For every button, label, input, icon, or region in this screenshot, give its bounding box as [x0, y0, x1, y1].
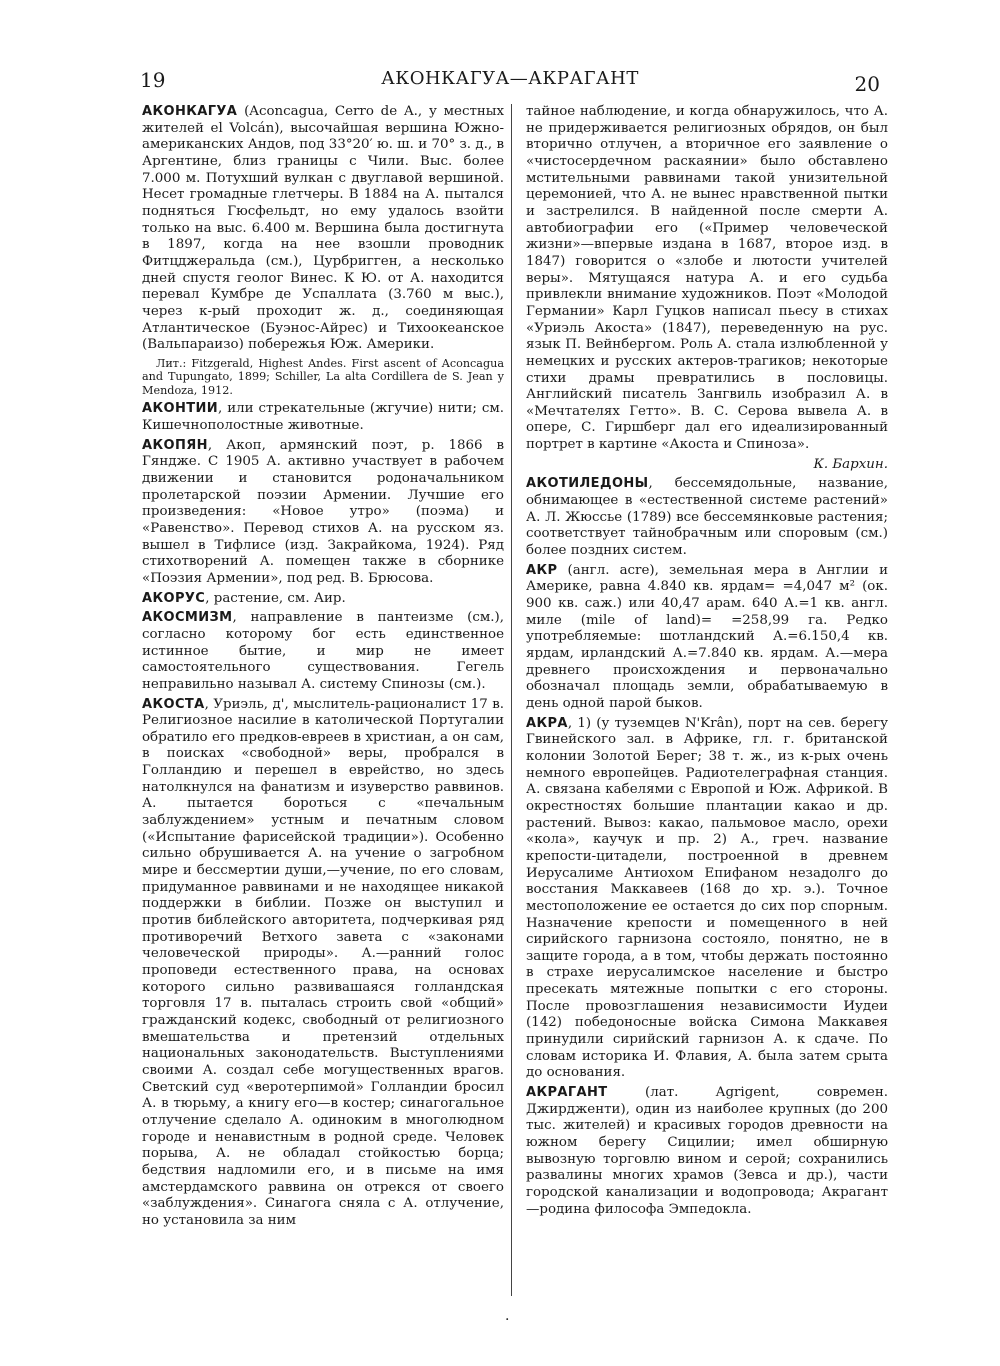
headword: АКР [526, 562, 558, 578]
entry-text: , 1) (у туземцев N'Krân), порт на сев. берегу Гвинейского зал. в Африке, гл. г. британской колонии Золотой Берег; 38 т. ж., из к-рых очень немного европейцев. Радиотелеграфная станция. А. связана кабелями с Европой и Юж. Африкой. В окрестностях большие плантации какао и др. растений. Вывоз: какао, пальмовое масло, орехи «кола», каучук и пр. 2) А., греч. название крепости-цитадели, построенной в древнем Иерусалиме Антиохом Епифаном незадолго до восстания Маккавеев (168 до хр. э.). Точное местоположение ее остается до сих пор спорным. Назначение крепости и помещенного в ней сирийского гарнизона состояло, понятно, не в защите города, а в том, чтобы держать постоянно в страхе иерусалимское население и быстро пресекать мятежные попытки с его стороны. После провозглашения независимости Иудеи (142) победоносные войска Симона Маккавея принудили сирийский гарнизон А. к сдаче. По словам историка И. Флавия, А. была затем срыта до основания. [526, 715, 888, 1081]
headword: АКОНТИИ [142, 401, 219, 417]
entry-akotiledony [526, 476, 888, 559]
entry-text: (лат. Agrigent, современ. Джирдженти), один из наиболее крупных (до 200 тыс. жителей) и красивых городов древности на южном берегу Сицилии; имел обширную вывозную торговлю вином и серой; сохранились развалины многих храмов (Зевса и др.), части городской канализации и водопровода; Акрагант—родина философа Эмпедокла. [526, 1085, 888, 1217]
page-header [140, 68, 880, 98]
headword: АКОТИЛЕДОНЫ [526, 476, 649, 492]
headword: АКРАГАНТ [526, 1085, 608, 1101]
headword: АКОНКАГУА [142, 104, 238, 119]
entry-akopyan [142, 438, 504, 588]
page-number-left: 19 [140, 68, 166, 92]
headword: АКОСМИЗМ [142, 610, 233, 626]
entry-akra [526, 716, 888, 1082]
entry-text: тайное наблюдение, и когда обнаружилось, что А. не придерживается религиозных обрядов, он был вторично отлучен, а вторичное его заявление о «чистосердечном раскаянии» было обставлено мстительными раввинами такой унизительной церемонией, что А. не вынес нравственной пытки и застрелился. В найденной после смерти А. автобиографии его («Пример человеческой жизни»—впервые издана в 1687, второе изд. в 1847) говорится о «злобе и лютости учителей веры». Мятущаяся натура А. и его судьба привлекли внимание художников. Поэт «Молодой Германии» Карл Гуцков написал пьесу в стихах «Уриэль Акоста» (1847), переведенную на рус. язык П. Вейнбергом. Роль А. стала излюбленной у немецких и русских актеров-трагиков; некоторые стихи драмы превратились в пословицы. Английский писатель Зангвиль изобразил А. в «Мечтателях Гетто». В. С. Серова вывела А. в опере, С. Гиршберг дал его идеализированный портрет в картине «Акоста и Спиноза». [526, 104, 888, 453]
entry-akosmizm [142, 610, 504, 693]
entry-akontii [142, 401, 504, 434]
entry-text: (Aconcagua, Cerro de A., у местных жителей el Volcán), высочайшая вершина Южно-американских Андов, под 33°20′ ю. ш. и 70° з. д., в Аргентине, близ границы с Чили. Выс. более 7.000 м. Потухший вулкан с двуглавой вершиной. Несет громадные глетчеры. В 1884 на А. пытался подняться Гюсфельдт, но ему удалось взойти только на выс. 6.400 м. Вершина была достигнута в 1897, когда на нее взошли проводник Фитцджеральда (см.), Цурбригген, а несколько дней спустя геолог Винес. К Ю. от А. находится перевал Кумбре де Успаллата (3.760 м выс.), через к-рый проходит ж. д., соединяющая Атлантическое (Буэнос-Айрес) и Тихоокеанское (Вальпараизо) побережья Юж. Америки. [142, 104, 504, 353]
literature-note: Лит.: Fitzgerald, Highest Andes. First ascent of Aconcagua and Tupungato, 1899; Schiller, La alta Cordillera de S. Jean y Mendoza, 1912. [142, 356, 504, 397]
entry-akosta-continued [526, 104, 888, 454]
column-divider [511, 104, 512, 1296]
article-author: К. Бaрхин. [813, 456, 888, 472]
entry-text: , Акоп, армянский поэт, р. 1866 в Гяндже. С 1905 А. активно участвует в рабочем движении и становится родоначальником пролетарской поэзии Армении. Лучшие его произведения: «Новое утро» (поэма) и «Равенство». Перевод стихов А. на русском яз. вышел в Тифлисе (изд. Закрайкома, 1924). Ряд стихотворений А. помещен также в сборнике «Поэзия Армении», под ред. В. Брюсова. [142, 437, 504, 586]
entry-text: , Уриэль, д', мыслитель-рационалист 17 в. Религиозное насилие в католической Португалии обратило его предков-евреев в христиан, а он сам, в поисках «свободной» веры, пробрался в Голландию и перешел в еврейство, но здесь натолкнулся на фанатизм и изуверство раввинов. А. пытается бороться с «печальным заблуждением» устным и печатным словом («Испытание фарисейской традиции»). Особенно сильно обрушивается А. на учение о загробном мире и бессмертии души,—учение, по его словам, придуманное раввинами и не находящее никакой поддержки в библии. Позже он выступил и против библейского авторитета, подчеркивая ряд противоречий Ветхого завета с «законами человеческой природы». А.—ранний голос проповеди естественного права, на основах которого сильно развивашаяся голландская торговля 17 в. пыталась строить свой «общий» гражданский кодекс, свободный от религиозного вмешательства и претензий отдельных национальных законодательств. Выступлениями своими А. создал себе могущественных врагов. Светский суд «веротерпимой» Голландии бросил А. в тюрьму, а книгу его—в костер; синагогальное отлучение сделало А. одиноким в многолюдном городе и ненавистным в родной среде. Человек порыва, А. не обладал стойкостью борца; бедствия надломили его, и в письме на имя амстердамского раввина он отрекся от своего «заблуждения». Синагога сняла с А. отлучение, но установила за ним [142, 696, 504, 1228]
entry-akr [526, 563, 888, 713]
right-column [526, 104, 888, 1221]
headword: АКОПЯН [142, 437, 208, 453]
page-number-right: 20 [854, 72, 880, 96]
footer-mark: · [505, 1312, 510, 1328]
running-title: АКОНКАГУА—АКРАГАНТ [381, 68, 639, 89]
entry-text: , растение, см. Аир. [205, 590, 346, 606]
left-column [142, 104, 504, 1233]
headword: АКОСТА [142, 696, 205, 712]
entry-text: (англ. acre), земельная мера в Англии и Америке, равна 4.840 кв. ярдам= =4,047 м² (ок. 900 кв. саж.) или 40,47 арам. 640 А.=1 кв. англ. миле (mile of land)= =258,99 га. Редко употребляемые: шотландский А.=6.150,4 кв. ярдам, ирландский А.=7.840 кв. ярдам. А.—мера древнего происхождения и первоначально обозначал площадь земли, обрабатываемую в день одной парой быков. [526, 562, 888, 711]
entry-akosta [142, 697, 504, 1230]
headword: АКРА [526, 715, 568, 731]
entry-akorus [142, 591, 504, 608]
entry-akonkagua [142, 104, 504, 354]
entry-akragant [526, 1085, 888, 1218]
entry-text: , бессемядольные, название, обнимающее в «естественной системе растений» А. Л. Жюссье (1789) все бессемянковые растения; соответствует тайнобрачным или споровым (см.) более поздних систем. [526, 476, 888, 559]
entry-text: , или стрекательные (жгучие) нити; см. Кишечнополостные животные. [142, 401, 504, 433]
entry-text: , направление в пантеизме (см.), согласно которому бог есть единственное истинное бытие, и мир не имеет самостоятельного существования. Гегель неправильно называл А. систему Спинозы (см.). [142, 610, 504, 692]
headword: АКОРУС [142, 590, 206, 606]
